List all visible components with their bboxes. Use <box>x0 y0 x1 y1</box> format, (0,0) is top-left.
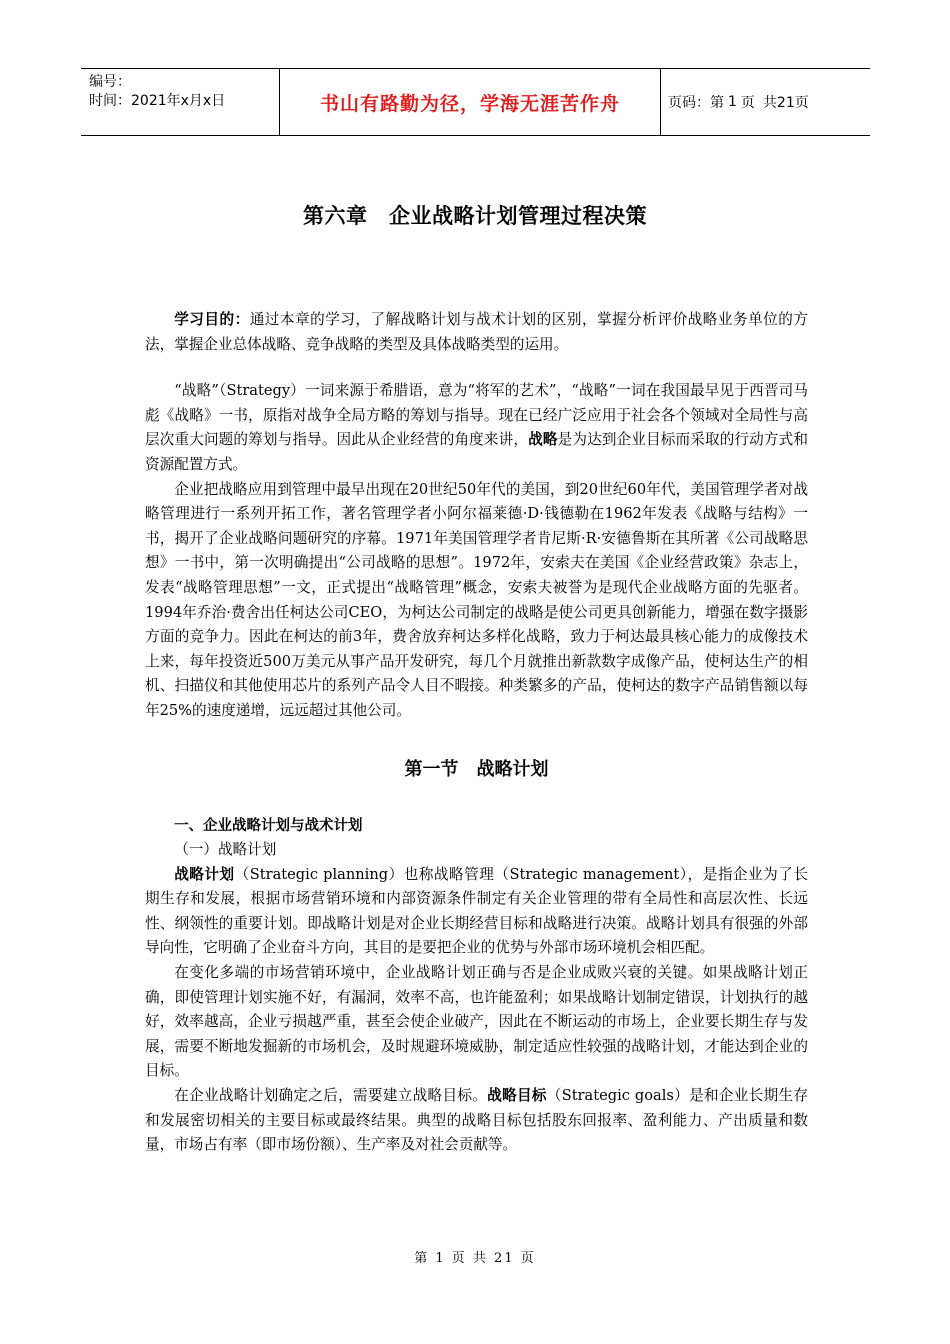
spacer <box>145 357 808 379</box>
intro-p1-text-c: 是为达到企业目标而采取的行动方式和资源配置方式。 <box>145 431 808 473</box>
document-header <box>81 68 870 136</box>
section-subheading: （一）战略计划 <box>174 841 277 859</box>
number-label: 编号： <box>89 74 131 90</box>
page-mid: 页 <box>740 95 755 111</box>
section-p3-text-a: 在企业战略计划确定之后，需要建立战略目标。 <box>174 1087 488 1105</box>
chapter-title: 第六章 企业战略计划管理过程决策 <box>303 204 647 228</box>
strategic-planning-term: 战略计划 <box>174 865 235 883</box>
header-motto: 书山有路勤为径，学海无涯苦作舟 <box>280 69 661 135</box>
time-label: 时间：2021年x月x日 <box>89 93 226 109</box>
section-paragraph-1 <box>145 863 808 961</box>
page-number: 1 <box>728 94 737 110</box>
intro-p1-text-a: “战略”（Strategy）一词来源于希腊语，意为“将军的艺术”，“战略”一词在我国最早见于西晋司马彪《战略》一书，原指对战争全局方略的筹划与指导。现在已经广泛应用于社会各个领域对全局性与高层次重大问题的筹划与指导。因此从企业经营的角度来讲， <box>145 382 808 449</box>
intro-p1-bold: 战略 <box>528 431 558 449</box>
header-page-cell <box>660 69 870 135</box>
section-paragraph-2: 在变化多端的市场营销环境中，企业战略计划正确与否是企业成败兴衰的关键。如果战略计划正确，即使管理计划实施不好，有漏洞，效率不高，也许能盈利；如果战略计划制定错误，计划执行的越好，效率越高，企业亏损越严重，甚至会使企业破产，因此在不断运动的市场上，企业要长期生存与发展，需要不断地发掘新的市场机会，及时规避环境威胁，制定适应性较强的战略计划，才能达到企业的目标。 <box>145 964 808 1080</box>
section-title: 第一节 战略计划 <box>404 758 549 780</box>
header-meta-cell <box>81 69 280 135</box>
page-total: 共21页 <box>762 95 809 111</box>
learning-objective <box>145 308 808 357</box>
intro-paragraph-2: 企业把战略应用到管理中最早出现在20世纪50年代的美国，到20世纪60年代，美国管理学者对战略管理进行一系列开拓工作，著名管理学者小阿尔福莱德·D·钱德勒在1962年发表《战略与结构》一书，揭开了企业战略问题研究的序幕。1971年美国管理学者肯尼斯·R·安德鲁斯在其所著《公司战略思想》一书中，第一次明确提出“公司战略的思想”。1972年，安索夫在美国《企业经营政策》杂志上，发表“战略管理思想”一文，正式提出“战略管理”概念，安索夫被誉为是现代企业战略方面的先驱者。1994年乔治·费舍出任柯达公司CEO，为柯达公司制定的战略是使公司更具创新能力，增强在数字摄影方面的竞争力。因此在柯达的前3年，费舍放弃柯达多样化战略，致力于柯达最具核心能力的成像技术上来，每年投资近500万美元从事产品开发研究，每几个月就推出新款数字成像产品，使柯达生产的相机、扫描仪和其他使用芯片的系列产品令人目不暇接。种类繁多的产品，使柯达的数字产品销售额以每年25%的速度递增，远远超过其他公司。 <box>145 480 808 719</box>
objective-label: 学习目的： <box>174 311 250 328</box>
main-content <box>145 308 808 1158</box>
intro-paragraph-1 <box>145 379 808 477</box>
page-label: 页码：第 <box>668 95 724 111</box>
section-paragraph-3 <box>145 1084 808 1158</box>
section-heading: 一、企业战略计划与战术计划 <box>174 817 363 834</box>
strategic-goals-term: 战略目标 <box>487 1087 547 1105</box>
objective-text: 通过本章的学习，了解战略计划与战术计划的区别，掌握分析评价战略业务单位的方法，掌握企业总体战略、竞争战略的类型及具体战略类型的运用。 <box>145 311 808 353</box>
page-footer: 第 1 页 共 21 页 <box>414 1251 536 1266</box>
section-p1-text: （Strategic planning）也称战略管理（Strategic management），是指企业为了长期生存和发展，根据市场营销环境和内部资源条件制定有关企业管理的带有全局性和高层次性、长远性、纲领性的重要计划。即战略计划是对企业长期经营目标和战略进行决策。战略计划具有很强的外部导向性，它明确了企业奋斗方向，其目的是要把企业的优势与外部市场环境机会相匹配。 <box>145 865 808 957</box>
section-p3-text-c: （Strategic goals）是和企业长期生存和发展密切相关的主要目标或最终结果。典型的战略目标包括股东回报率、盈利能力、产出质量和数量，市场占有率（即市场份额）、生产率及对社会贡献等。 <box>145 1087 808 1154</box>
